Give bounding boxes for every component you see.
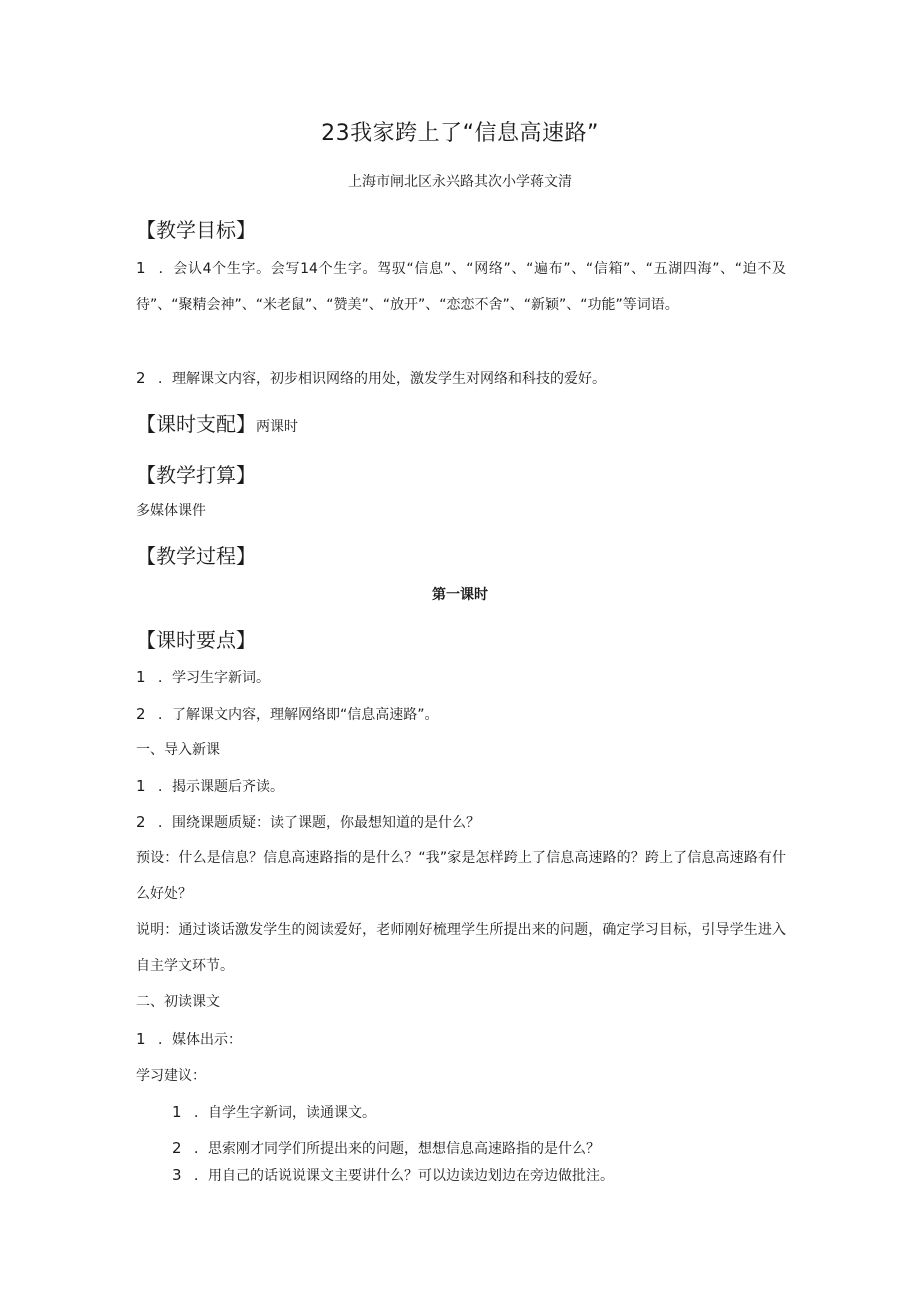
section-1-step-1-number: 1: [136, 777, 146, 795]
goal-item-1-number: 1: [136, 259, 146, 277]
section-1-step-2-number: 2: [136, 813, 146, 831]
section-1-step-1: [136, 768, 786, 805]
goal-item-2: [136, 360, 786, 397]
advice-item-1-text: ．自学生字新词，读通课文。: [194, 1105, 376, 1121]
section-1-step-2: [136, 804, 786, 841]
advice-item-2-number: 2: [172, 1139, 182, 1157]
section-1-step-1-text: ．揭示课题后齐读。: [158, 779, 284, 795]
section-2-step-1-text: ．媒体出示：: [158, 1032, 242, 1048]
schedule-heading: [136, 409, 298, 442]
goal-item-2-text: ．理解课文内容，初步相识网络的用处，激发学生对网络和科技的爱好。: [158, 371, 606, 387]
keypoints-heading: 【课时要点】: [136, 628, 256, 652]
section-1-preset: 预设：什么是信息？信息高速路指的是什么？“我”家是怎样跨上了信息高速路的？跨上了信息高速路有什么好处？: [136, 850, 786, 902]
advice-title: 学习建议：: [136, 1068, 206, 1084]
keypoint-item-2: [136, 696, 786, 733]
advice-item-1: [172, 1094, 822, 1131]
goal-item-1-text: ．会认4个生字。会写14个生字。驾驭“信息”、“网络”、“遍布”、“信箱”、“五湖四海”、“迫不及待”、“聚精会神”、“米老鼠”、“赞美”、“放开”、“恋恋不舍”、“新颖”、“功能”等词语。: [136, 261, 786, 313]
advice-item-1-number: 1: [172, 1103, 182, 1121]
advice-item-3: [172, 1157, 822, 1194]
schedule-value: 两课时: [256, 419, 298, 435]
advice-item-2-text: ．思索刚才同学们所提出来的问题，想想信息高速路指的是什么？: [194, 1141, 600, 1157]
keypoint-item-1-number: 1: [136, 668, 146, 686]
section-2-step-1: [136, 1021, 786, 1058]
prep-heading: 【教学打算】: [136, 463, 256, 487]
keypoint-item-1: [136, 659, 786, 696]
section-1-title: 一、导入新课: [136, 742, 220, 758]
process-heading: 【教学过程】: [136, 544, 256, 568]
goal-item-2-number: 2: [136, 369, 146, 387]
prep-value: 多媒体课件: [136, 503, 206, 519]
goal-item-1: [136, 250, 786, 323]
keypoint-item-1-text: ．学习生字新词。: [158, 670, 270, 686]
keypoint-item-2-text: ．了解课文内容，理解网络即“信息高速路”。: [158, 707, 439, 723]
author-line: 上海市闸北区永兴路其次小学蒋文清: [348, 174, 572, 190]
schedule-heading-label: 【课时支配】: [136, 412, 256, 436]
advice-item-3-text: ．用自己的话说说课文主要讲什么？可以边读边划边在旁边做批注。: [194, 1168, 614, 1184]
section-1-note: 说明：通过谈话激发学生的阅读爱好，老师刚好梳理学生所提出来的问题，确定学习目标，引导学生进入自主学文环节。: [136, 922, 786, 974]
document-title: 23我家跨上了“信息高速路”: [321, 121, 599, 146]
section-2-title: 二、初读课文: [136, 994, 220, 1010]
lesson-title: 第一课时: [432, 587, 488, 603]
advice-item-3-number: 3: [172, 1166, 182, 1184]
goals-heading: 【教学目标】: [136, 218, 256, 242]
section-1-step-2-text: ．围绕课题质疑：读了课题，你最想知道的是什么？: [158, 815, 480, 831]
keypoint-item-2-number: 2: [136, 705, 146, 723]
section-2-step-1-number: 1: [136, 1030, 146, 1048]
